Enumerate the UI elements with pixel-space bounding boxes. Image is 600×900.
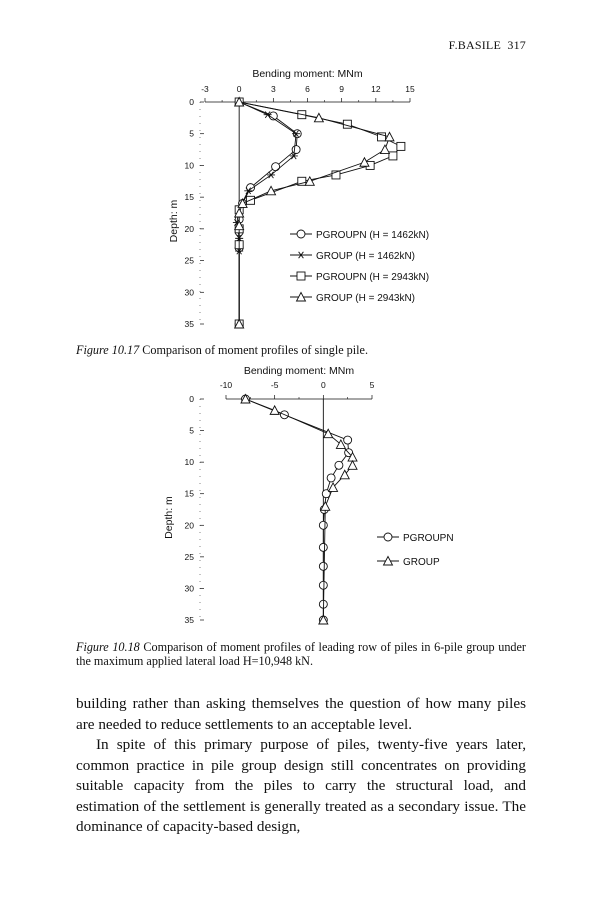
figure-10-18-caption-label: Figure 10.18: [76, 640, 140, 654]
fig17-series-group-h-2943kn-point: [267, 186, 276, 195]
fig17-series-pgroupn-h-1462kn-point: [292, 146, 300, 154]
fig17-series-pgroupn-h-1462kn-point: [272, 163, 280, 171]
fig17-x-tick-label: 6: [305, 84, 310, 94]
fig18-series-pgroupn-point: [319, 581, 327, 589]
fig18-series-pgroupn-point: [319, 543, 327, 551]
fig18-x-tick-label: -10: [219, 380, 233, 390]
fig17-y-tick-label: 20: [184, 223, 194, 234]
figure-10-17-caption-label: Figure 10.17: [76, 343, 140, 357]
fig17-series-group-h-2943kn-point: [305, 177, 314, 186]
fig17-legend-group-h-2943kn-label: GROUP (H = 2943kN): [316, 293, 416, 304]
page-number: 317: [507, 38, 526, 52]
fig18-y-label: Depth: m: [163, 496, 175, 539]
figure-10-18: [0, 362, 600, 630]
body-text: [76, 694, 526, 838]
fig18-y-tick-label: 25: [184, 551, 194, 562]
fig17-x-tick-label: 9: [339, 84, 345, 94]
fig18-y-tick-label: 5: [189, 425, 194, 436]
fig18-y-tick-label: 30: [184, 583, 194, 594]
fig17-series-group-h-2943kn-line: [239, 102, 389, 324]
fig17-y-tick-label: 15: [184, 192, 194, 203]
fig18-series-pgroupn-point: [344, 436, 352, 444]
fig18-series-pgroupn-point: [319, 562, 327, 570]
fig17-y-tick-label: 30: [184, 287, 194, 298]
fig18-y-tick-label: 20: [184, 520, 194, 531]
fig18-x-tick-label: -5: [270, 380, 279, 390]
fig17-y-tick-label: 5: [189, 128, 194, 139]
fig18-series-group-line: [245, 399, 352, 620]
fig18-x-tick-label: 5: [369, 380, 375, 390]
figure-10-18-caption: [76, 640, 526, 668]
fig18-series-pgroupn-point: [335, 461, 343, 469]
running-head: F.BASILE: [448, 38, 501, 52]
fig17-legend-pgroupn-h-1462kn-label: PGROUPN (H = 1462kN): [316, 230, 430, 241]
fig17-x-tick-label: -3: [201, 84, 209, 94]
figure-10-18-caption-text: Comparison of moment profiles of leading row of piles in 6-pile group under the maximum applied lateral load H=10,948 kN.: [76, 640, 526, 668]
fig17-y-tick-label: 35: [184, 319, 194, 329]
fig17-x-tick-label: 0: [236, 84, 242, 94]
fig17-x-tick-label: 15: [405, 84, 415, 94]
fig17-legend-group-h-1462kn-marker: [297, 252, 305, 258]
fig17-legend-pgroupn-h-1462kn-marker: [297, 230, 305, 238]
fig18-series-pgroupn-point: [319, 521, 327, 529]
fig17-legend-pgroupn-h-2943kn-marker: [297, 272, 305, 280]
figure-10-18-chart: [0, 362, 600, 630]
fig17-legend-group-h-1462kn-label: GROUP (H = 1462kN): [316, 251, 416, 262]
fig18-title: Bending moment: MNm: [243, 365, 355, 377]
fig17-y-tick-label: 0: [189, 97, 194, 107]
fig18-y-tick-label: 15: [184, 488, 194, 499]
fig18-series-pgroupn-line: [245, 399, 348, 620]
fig18-legend-pgroupn-marker: [384, 533, 392, 541]
fig17-series-group-h-1462kn-line: [237, 102, 296, 324]
fig18-y-tick-label: 0: [189, 394, 194, 404]
fig17-series-group-h-2943kn-point: [385, 132, 394, 141]
fig18-y-tick-label: 35: [184, 615, 194, 625]
fig17-y-tick-label: 25: [184, 255, 194, 266]
body-paragraph-1: building rather than asking themselves the question of how many piles are needed to reduce settlements to an acceptable level.: [76, 695, 526, 733]
fig17-series-pgroupn-h-2943kn-point: [389, 152, 397, 160]
fig18-legend-group-label: GROUP: [403, 557, 440, 568]
fig18-series-group-point: [348, 461, 357, 470]
fig17-y-tick-label: 10: [184, 160, 194, 171]
fig18-series-pgroupn-point: [327, 474, 335, 482]
fig17-y-label: Depth: m: [168, 199, 180, 243]
fig17-series-group-h-2943kn-point: [380, 145, 389, 154]
figure-10-17-caption: [76, 343, 526, 357]
fig17-legend-pgroupn-h-2943kn-label: PGROUPN (H = 2943kN): [316, 272, 430, 283]
running-header: [449, 38, 526, 53]
fig18-series-group-point: [270, 406, 279, 415]
fig18-legend-pgroupn-label: PGROUPN: [403, 533, 454, 544]
figure-10-17: [0, 60, 600, 338]
fig18-y-tick-label: 10: [184, 457, 194, 468]
fig18-x-tick-label: 0: [320, 380, 326, 390]
figure-10-17-chart: [0, 60, 600, 338]
fig17-x-tick-label: 3: [270, 84, 276, 94]
figure-10-17-caption-text: Comparison of moment profiles of single pile.: [142, 343, 369, 357]
fig17-x-tick-label: 12: [371, 84, 381, 94]
fig17-series-pgroupn-h-2943kn-line: [239, 102, 401, 324]
body-paragraph-2: In spite of this primary purpose of piles, twenty-five years later, common practice in pile group design still concentrates on providing suitable capacity from the piles to carry the structural load, and estimation of the settlement is generally treated as a secondary issue. The dominance of capacity-based design,: [76, 736, 526, 835]
fig17-series-pgroupn-h-2943kn-point: [397, 142, 405, 150]
fig17-title: Bending moment: MNm: [252, 68, 363, 80]
fig17-series-pgroupn-h-1462kn-line: [239, 102, 297, 324]
fig17-series-pgroupn-h-2943kn-point: [343, 120, 351, 128]
